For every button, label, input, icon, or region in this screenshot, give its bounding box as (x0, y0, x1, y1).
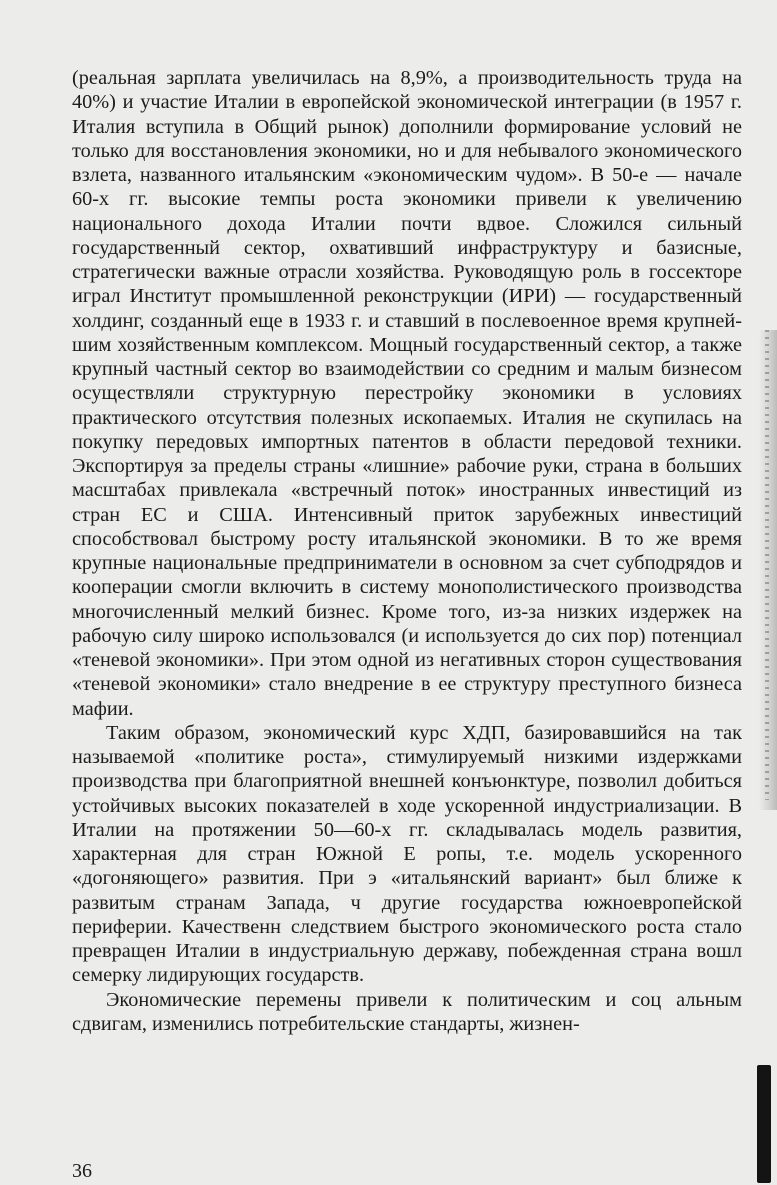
paragraph-growth-policy: Таким образом, экономический курс ХДП, базировавшийся на так называемой «политике роста», стимулируемый низкими издержками производства при благоприятной внешней конъюнктуре, позволил добиться устойчивых высоких показателей в ходе ускоренной индустриализации. В Италии на протяжении 50—60-х гг. складывалась модель развития, характерная для стран Южной Е ропы, т.е. модель ускоренного «догоняющего» развития. При э «итальянский вариант» был ближе к развитым странам Запада, ч другие государства южноевропейской периферии. Качественн следствием быстрого экономического роста стало превращен Италии в индустриальную державу, побежденная страна вошл семерку лидирующих государств. (72, 721, 742, 987)
scan-edge-bar (757, 1065, 771, 1183)
page-body-text (72, 66, 742, 1036)
paragraph-social-changes: Экономические перемены привели к политическим и соц альным сдвигам, изменились потребительские стандарты, жизнен- (72, 988, 742, 1035)
page-number: 36 (72, 1160, 92, 1182)
paragraph-italian-economic-miracle: (реальная зарплата увеличилась на 8,9%, а производительность труда на 40%) и участие Италии в европейской экономической интеграции (в 1957 г. Италия вступила в Общий рынок) дополнили формирование условий не только для восстановления экономики, но и для небывалого экономического взлета, названного итальянским «экономическим чудом». В 50-е — начале 60-х гг. высокие темпы роста экономики привели к увеличению национального дохода Италии почти вдвое. Сложился сильный государственный сектор, охвативший инфраструктуру и базисные, стратегически важные отрасли хозяйства. Руководящую роль в госсекторе играл Институт промышленной реконструкции (ИРИ) — государственный холдинг, созданный еще в 1933 г. и ставший в послевоенное время крупнейшим хозяйственным комплексом. Мощный государственный сектор, а также крупный частный сектор во взаимодействии со средним и малым бизнесом осуществляли структурную перестройку экономики в условиях практического отсутствия полезных ископаемых. Италия не скупилась на покупку передовых импортных патентов в области передовой техники. Экспортируя за пределы страны «лишние» рабочие руки, страна в больших масштабах привлекала «встречный поток» иностранных инвестиций из стран ЕС и США. Интенсивный приток зарубежных инвестиций способствовал быстрому росту итальянской экономики. В то же время крупные национальные предприниматели в основном за счет субподрядов и кооперации смогли включить в систему монополистического производства многочисленный мелкий бизнес. Кроме того, из-за низких издержек на рабочую силу широко использовался (и используется до сих пор) потенциал «теневой экономики». При этом одной из негативных сторон существования «теневой экономики» стало внедрение в ее структуру преступного бизнеса мафии. (72, 67, 742, 720)
scan-gutter-specks (765, 330, 769, 800)
